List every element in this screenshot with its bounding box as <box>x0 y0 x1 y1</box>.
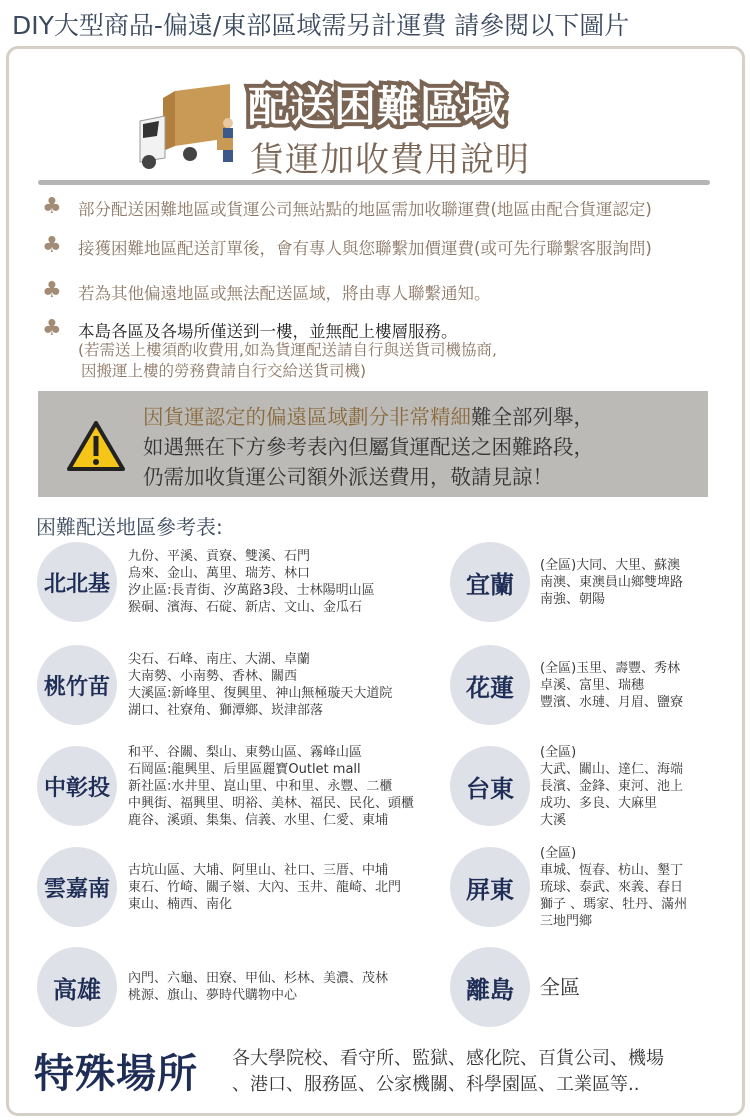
area-line: 尖石、石峰、南庄、大湖、卓蘭 <box>128 652 311 667</box>
special-places-title: 特殊場所 <box>34 1051 198 1097</box>
special-places-list: 各大學院校、看守所、監獄、感化院、百貨公司、機場 、港口、服務區、公家機關、科學園區、工業區等.. <box>232 1048 664 1095</box>
area-line: 鹿谷、溪頭、集集、信義、水里、仁愛、東埔 <box>128 812 389 828</box>
area-line: 大南勢、小南勢、香林、關西 <box>128 669 298 684</box>
note-item: ♣ 部分配送困難地區或貨運公司無站點的地區需加收聯運費(地區由配合貨運認定) <box>42 196 652 222</box>
note-item: ♣ 本島各區及各場所僅送到一樓，並無配上樓層服務。 <box>42 318 458 344</box>
region-areas <box>128 651 392 719</box>
divider <box>38 180 710 185</box>
note-sub: (若需送上樓須酌收費用,如為貨運配送請自行與送貨司機協商, 因搬運上樓的勞務費請自行交給送貨司機) <box>78 341 497 380</box>
region-badge: 中彰投 <box>37 746 117 826</box>
area-line: 大溪區:新峰里、復興里、神山無極璇天大道院 <box>128 686 393 701</box>
area-line: 內門、六龜、田寮、甲仙、杉林、美濃、茂林 <box>128 971 389 986</box>
note-item: ♣ 若為其他偏遠地區或無法配送區域，將由專人聯繫通知。 <box>42 280 491 306</box>
area-line: 豐濱、水璉、月眉、鹽寮 <box>540 694 684 710</box>
region-badge: 雲嘉南 <box>37 847 117 927</box>
area-line: 大武、關山、達仁、海端 <box>540 761 684 777</box>
region-badge: 桃竹苗 <box>37 645 117 725</box>
delivery-truck-icon <box>135 76 255 176</box>
area-line: 和平、谷關、梨山、東勢山區、霧峰山區 <box>128 744 363 760</box>
area-line: 汐止區:長青街、汐萬路3段、士林陽明山區 <box>128 583 375 598</box>
area-line: 桃源、旗山、夢時代購物中心 <box>128 988 298 1003</box>
area-line: (全區) <box>540 744 577 760</box>
region-areas <box>540 845 687 930</box>
area-line: 湖口、社寮角、獅潭鄉、崁津部落 <box>128 703 324 718</box>
area-line: 新社區:水井里、崑山里、中和里、永豐、二櫃 <box>128 778 393 794</box>
note-item: ♣ 接獲困難地區配送訂單後，會有專人與您聯繫加價運費(或可先行聯繫客服詢問) <box>42 235 652 261</box>
area-line: 九份、平溪、貢寮、雙溪、石門 <box>128 549 311 564</box>
area-line: 大溪 <box>540 812 567 828</box>
area-line: 中興街、福興里、明裕、美林、福民、民化、頭櫃 <box>128 795 415 811</box>
area-line: 全區 <box>540 975 580 999</box>
area-line: 南強、朝陽 <box>540 591 606 607</box>
region-badge: 高雄 <box>37 947 117 1027</box>
region-areas <box>540 975 580 999</box>
region-areas <box>540 744 683 829</box>
area-line: 東山、楠西、南化 <box>128 896 233 912</box>
warning-icon <box>66 420 126 472</box>
region-areas <box>540 660 683 711</box>
area-line: (全區)大同、大里、蘇澳 <box>540 557 681 573</box>
page-header: DIY大型商品-偏遠/東部區域需另計運費 請參閱以下圖片 <box>12 11 630 40</box>
area-line: 南澳、東澳員山鄉雙埤路 <box>540 574 684 590</box>
region-badge: 屏東 <box>450 847 530 927</box>
area-line: 猴硐、濱海、石碇、新店、文山、金瓜石 <box>128 600 363 615</box>
region-badge: 離島 <box>450 947 530 1027</box>
region-areas <box>128 862 401 913</box>
area-line: 烏來、金山、萬里、瑞芳、林口 <box>128 566 311 581</box>
region-badge: 花蓮 <box>450 645 530 725</box>
maple-leaf-icon: ♣ <box>42 194 62 219</box>
area-line: 獅子 、瑪家、牡丹、滿州 <box>540 896 688 912</box>
maple-leaf-icon: ♣ <box>42 316 62 341</box>
maple-leaf-icon: ♣ <box>42 278 62 303</box>
area-line: 車城、恆春、枋山、墾丁 <box>540 862 684 878</box>
reference-table-title: 困難配送地區參考表: <box>36 515 223 539</box>
area-line: (全區)玉里、壽豐、秀林 <box>540 660 681 676</box>
banner-title: 配送困難區域 <box>248 82 507 131</box>
area-line: (全區) <box>540 845 577 861</box>
area-line: 卓溪、富里、瑞穗 <box>540 677 645 693</box>
area-line: 琉球、泰武、來義、春日 <box>540 879 684 895</box>
area-line: 古坑山區、大埔、阿里山、社口、三厝、中埔 <box>128 862 389 878</box>
region-areas <box>128 744 414 829</box>
area-line: 成功、多良、大麻里 <box>540 795 658 811</box>
region-areas <box>128 970 388 1004</box>
area-line: 長濱、金鋒、東河、池上 <box>540 778 684 794</box>
warning-text: 因貨運認定的偏遠區域劃分非常精細難全部列舉， 如遇無在下方參考表內但屬貨運配送之困難路段， 仍需加收貨運公司額外派送費用，敬請見諒！ <box>143 405 594 489</box>
banner-subtitle: 貨運加收費用說明 <box>250 140 530 180</box>
area-line: 石岡區:龍興里、后里區麗寶Outlet mall <box>128 761 361 777</box>
region-badge: 台東 <box>450 746 530 826</box>
area-line: 東石、竹崎、關子嶺、大內、玉井、龍崎、北門 <box>128 879 402 895</box>
region-badge: 北北基 <box>37 542 117 622</box>
area-line: 三地門鄉 <box>540 913 593 929</box>
maple-leaf-icon: ♣ <box>42 233 62 258</box>
region-areas <box>540 557 683 608</box>
region-badge: 宜蘭 <box>450 542 530 622</box>
region-areas <box>128 548 375 616</box>
